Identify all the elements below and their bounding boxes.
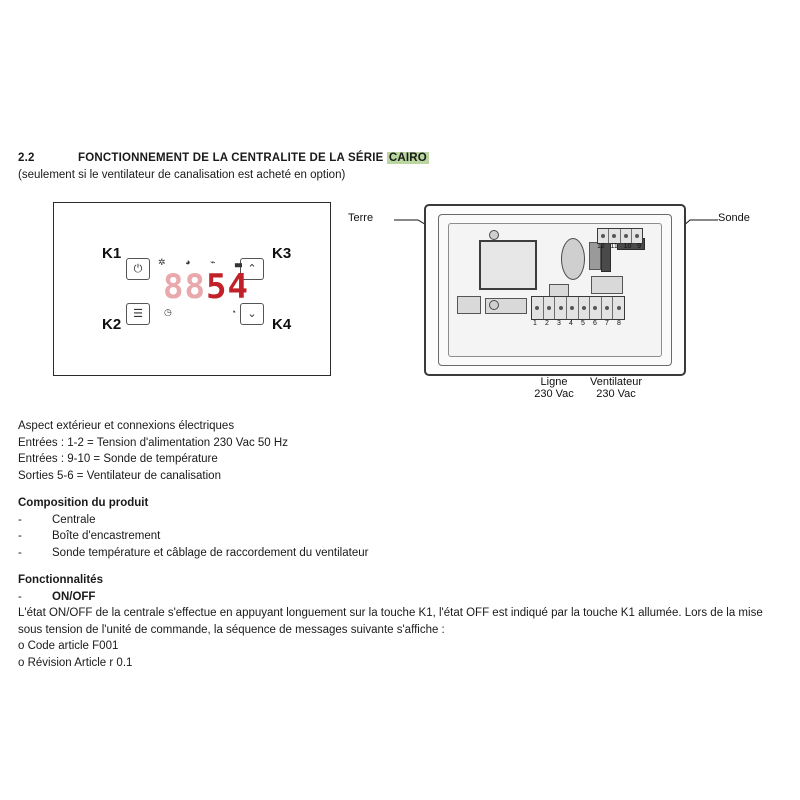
list-item — [18, 528, 782, 545]
list-item-label: Boîte d'encastrement — [52, 530, 161, 542]
text-line-1: Aspect extérieur et connexions électriques — [18, 420, 235, 432]
functions-title: Fonctionnalités — [18, 574, 103, 586]
composition-title: Composition du produit — [18, 497, 149, 509]
terminal-block-sensor — [597, 228, 643, 244]
seven-segment-display — [158, 269, 254, 305]
label-k1: K1 — [102, 245, 122, 262]
list-item-label: Sonde température et câblage de raccordement du ventilateur — [52, 546, 369, 559]
section-title-text: FONCTIONNEMENT DE LA CENTRALITE DE LA SÉRIE — [78, 152, 387, 164]
section-title — [78, 152, 429, 164]
callout-ventilateur-line1: Ventilateur — [590, 376, 642, 388]
pcb — [448, 223, 662, 357]
component-relay — [591, 276, 623, 294]
signal-bars-icon: ▃ — [235, 257, 242, 267]
list-bullet: - — [18, 530, 22, 542]
capacitor-large — [561, 238, 585, 280]
section-subtitle: (seulement si le ventilateur de canalisation est acheté en option) — [18, 169, 346, 181]
display-value — [163, 267, 249, 307]
callout-sonde: Sonde — [718, 212, 750, 224]
terminal-numbers-bottom: 1 2 3 4 5 6 7 8 — [533, 320, 621, 327]
chevron-up-icon[interactable]: ⌃ — [240, 258, 264, 280]
fan-icon: ✲ — [158, 257, 166, 267]
bullet-code-article: o Code article F001 — [18, 640, 119, 652]
onoff-label: ON/OFF — [52, 590, 96, 603]
menu-icon[interactable]: ☰ — [126, 303, 150, 325]
text-line-4: Sorties 5-6 = Ventilateur de canalisation — [18, 469, 221, 482]
label-k2: K2 — [102, 316, 122, 333]
list-item — [18, 589, 782, 606]
mount-hole-bl — [489, 300, 499, 310]
list-item — [18, 545, 782, 562]
section-number: 2.2 — [18, 152, 35, 164]
figure-controller-diagram — [18, 196, 782, 416]
terminal-block-power — [531, 296, 625, 320]
thermometer-icon: ⌁ — [210, 257, 216, 267]
component-block-2 — [457, 296, 481, 314]
timer-icon: ◔ — [230, 307, 236, 317]
text-line-3: Entrées : 9-10 = Sonde de température — [18, 453, 218, 465]
terminal-numbers-top: 12 11 10 9 — [597, 243, 641, 250]
power-icon[interactable]: ⏻ — [126, 258, 150, 280]
label-k3: K3 — [272, 245, 292, 262]
status-icons-bottom — [164, 307, 236, 318]
clock-icon: ◷ — [164, 307, 172, 317]
callout-ligne-line1: Ligne — [540, 376, 568, 388]
section-title-highlight: CAIRO — [388, 152, 427, 164]
controller-internals — [424, 204, 686, 376]
list-bullet: - — [18, 546, 22, 559]
bullet-revision-article: o Révision Article r 0.1 — [18, 656, 133, 669]
callout-terre: Terre — [348, 212, 374, 224]
controller-front-panel — [53, 202, 331, 376]
chevron-down-icon[interactable]: ⌄ — [240, 303, 264, 325]
water-drop-icon: ◕ — [185, 257, 191, 267]
text-line-2: Entrées : 1-2 = Tension d'alimentation 230 Vac 50 Hz — [18, 436, 288, 449]
list-item — [18, 512, 782, 529]
callout-ventilateur — [566, 376, 666, 400]
callout-ventilateur-line2: 230 Vac — [596, 388, 636, 400]
callout-ligne-line2: 230 Vac — [534, 388, 574, 400]
board-inner-frame — [438, 214, 672, 366]
mount-hole-tl — [489, 230, 499, 240]
label-k4: K4 — [272, 316, 292, 333]
list-bullet: - — [18, 590, 22, 603]
lcd-module — [479, 240, 537, 290]
section-heading — [18, 152, 782, 164]
list-bullet: - — [18, 513, 22, 526]
list-item-label: Centrale — [52, 513, 96, 526]
body-text — [18, 418, 782, 671]
onoff-paragraph: L'état ON/OFF de la centrale s'effectue en appuyant longuement sur la touche K1, l'état OFF est indiqué par la touche K1 allumée. Lors de la mise sous tension de l'unité de commande, la séquence de messages suivante s'affiche : — [18, 607, 763, 636]
display-leading: 88 — [163, 267, 206, 307]
display-number: 54 — [206, 267, 249, 307]
